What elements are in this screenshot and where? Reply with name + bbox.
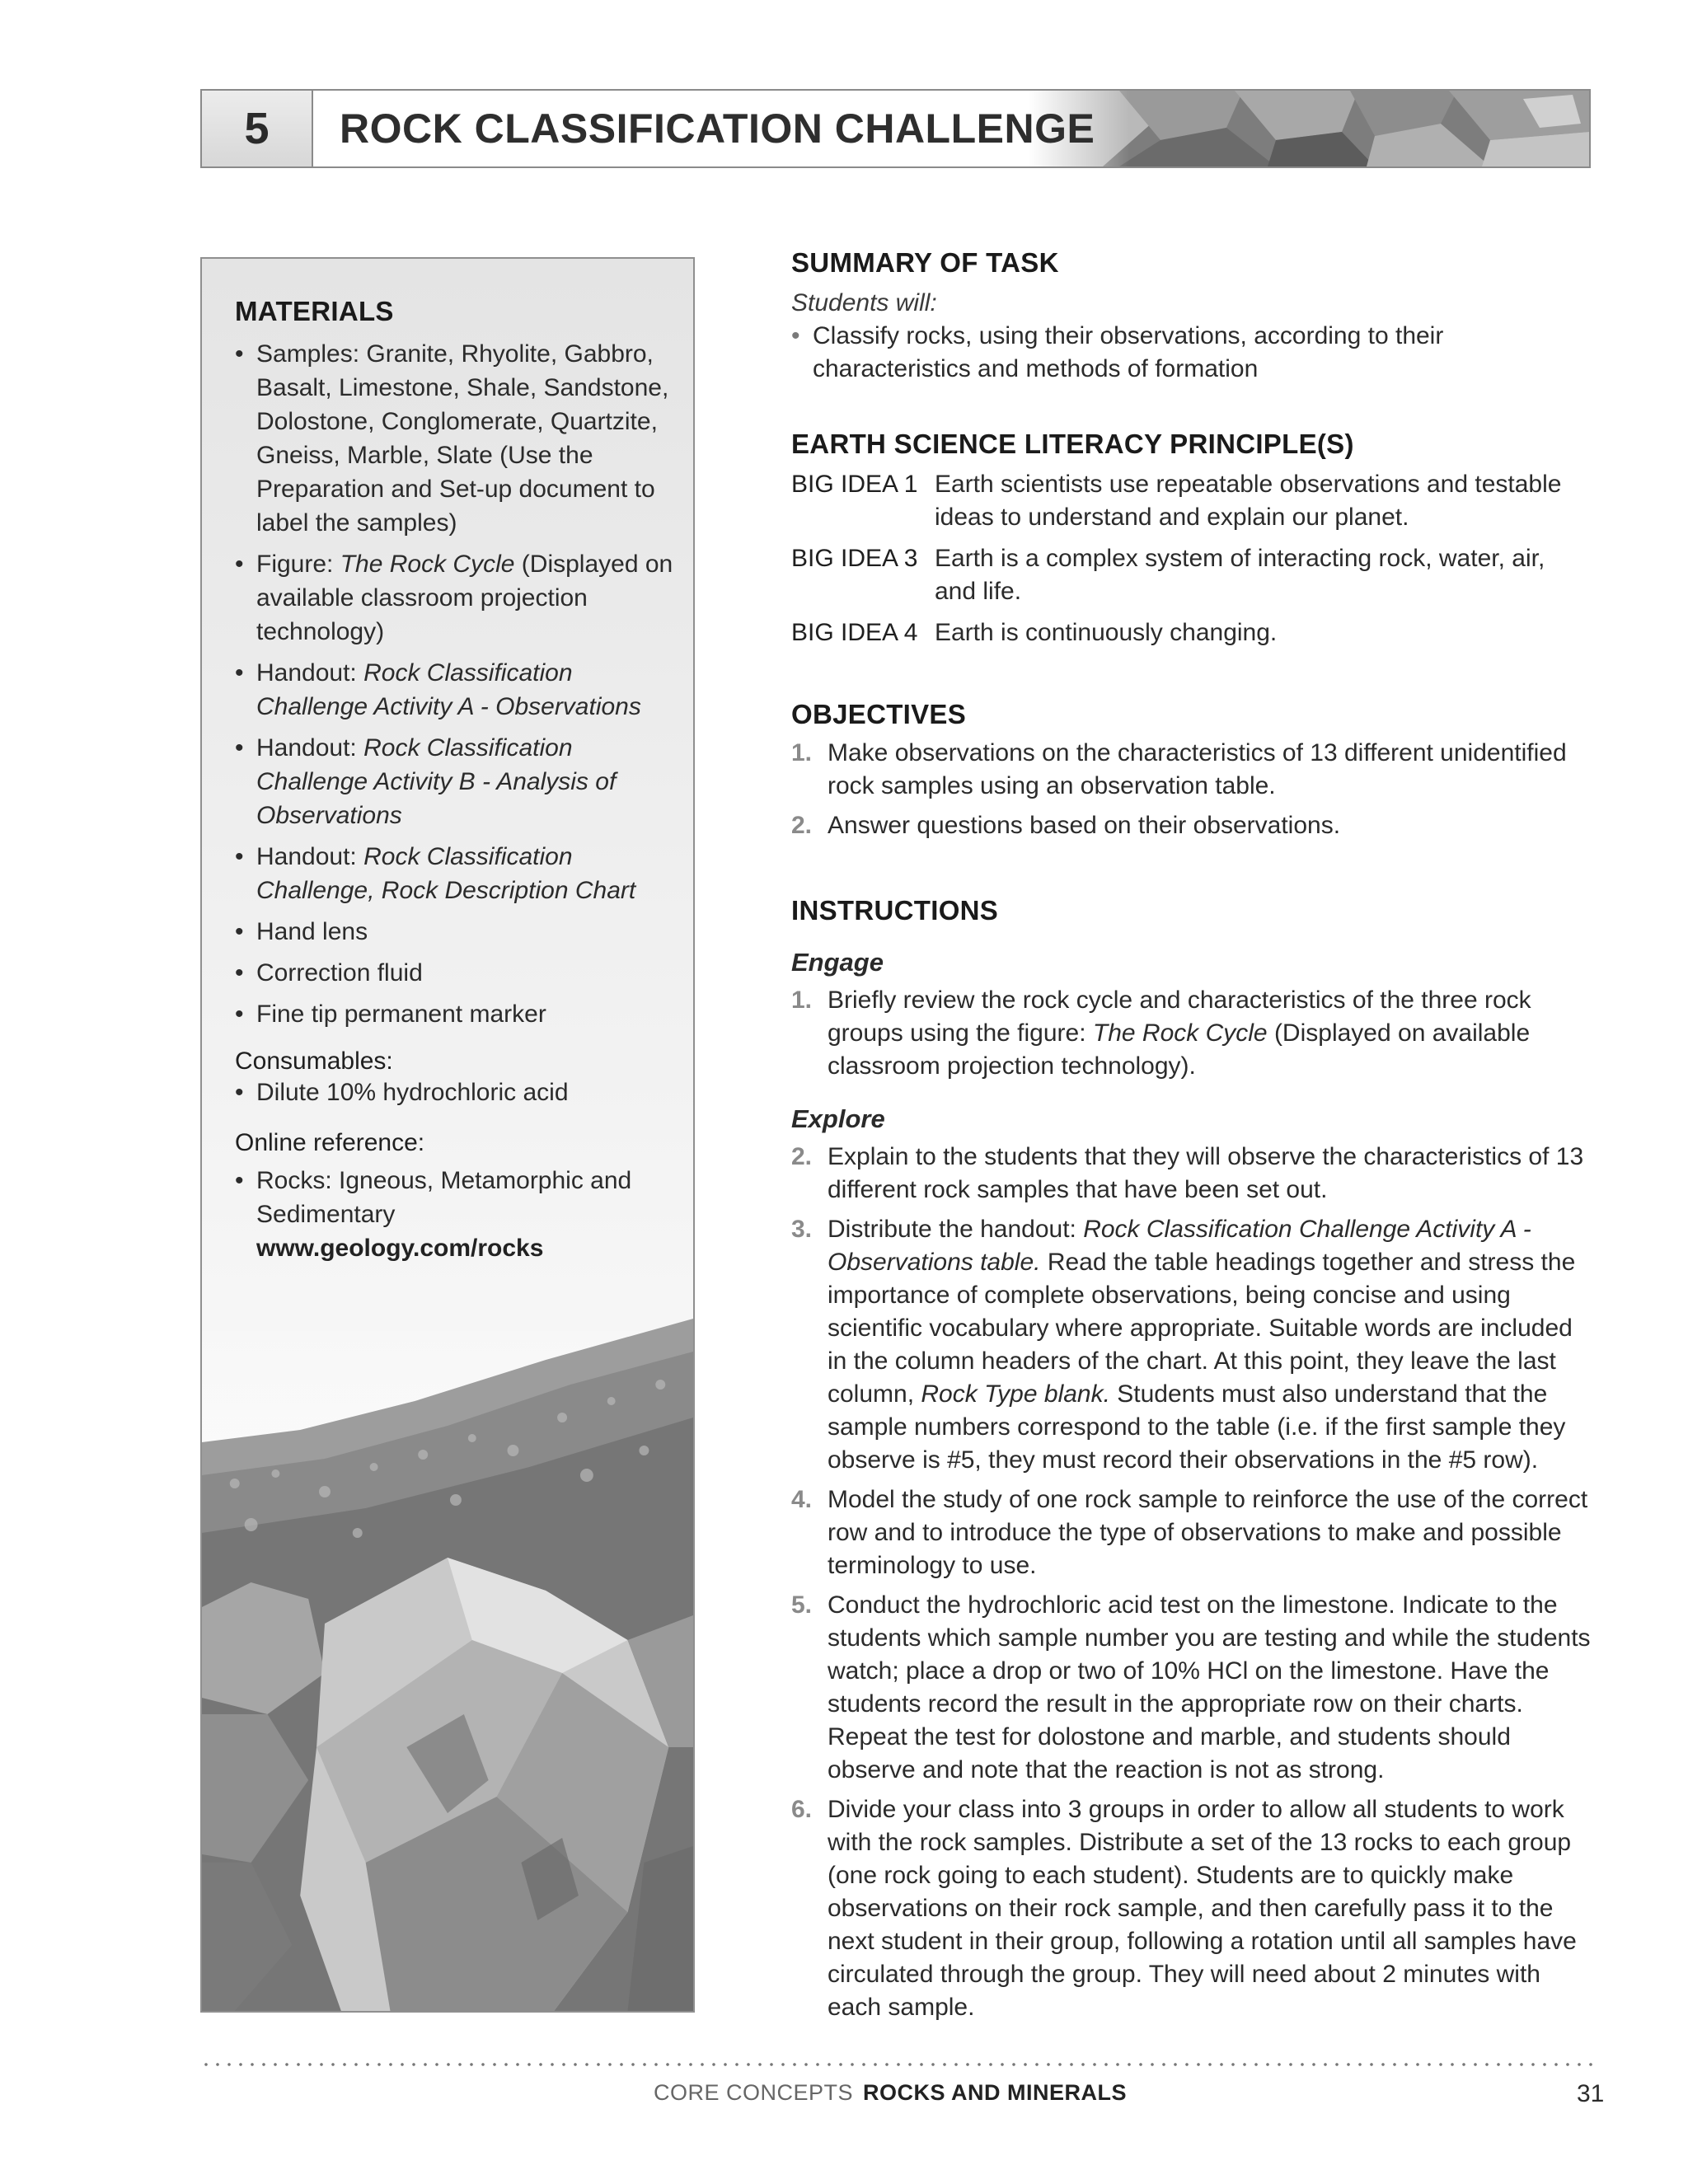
footer-divider: [200, 2063, 1593, 2066]
list-item: • Hand lens: [235, 915, 684, 949]
instruction-item: 6. Divide your class into 3 groups in order to allow all students to work with the rock samples. Distribute a set of the 13 rocks to each group (one rock going to each student). Students are to quickly make observations on their rock sample, and then carefully pass it to the next student in their group, following a rotation until all samples have circulated through the group. They will need about 2 minutes with each sample.: [791, 1796, 1577, 2021]
consumable-item: • Dilute 10% hydrochloric acid: [235, 1076, 684, 1109]
header-rock-image: [1029, 91, 1589, 166]
page-footer: [0, 2080, 1688, 2113]
list-item: • Handout: Rock Classification Challenge Activity B - Analysis of Observations: [235, 731, 684, 832]
principles-heading: EARTH SCIENCE LITERACY PRINCIPLE(S): [791, 429, 1354, 459]
instruction-item: 5. Conduct the hydrochloric acid test on the limestone. Indicate to the students which sample number you are testing and while the students watch; place a drop or two of 10% HCl on the limestone. Have the students record the result in the appropriate row on their charts. Repeat the test for dolostone and marble, and students should observe and note that the reaction is not as strong.: [791, 1591, 1591, 1783]
list-item: • Handout: Rock Classification Challenge, Rock Description Chart: [235, 840, 684, 907]
page-number: 31: [1577, 2080, 1605, 2107]
materials-content: [235, 296, 684, 1265]
materials-sidebar: [200, 257, 695, 2013]
objectives-heading: OBJECTIVES: [791, 699, 967, 729]
instructions-heading: INSTRUCTIONS: [791, 895, 999, 926]
instruction-item: 2. Explain to the students that they will observe the characteristics of 13 different rock samples that have been set out.: [791, 1143, 1584, 1203]
online-reference-item: • Rocks: Igneous, Metamorphic and Sedimentary www.geology.com/rocks: [235, 1164, 684, 1265]
objective-item: 1. Make observations on the characteristics of 13 different unidentified rock samples using an observation table.: [791, 739, 1567, 799]
materials-heading: MATERIALS: [235, 296, 394, 326]
instruction-item: 3. Distribute the handout: Rock Classification Challenge Activity A - Observations table. Read the table headings together and stress the importance of complete observations, being concise and using scientific vocabulary where appropriate. Suitable words are included in the column headers of the chart. At this point, they leave the last column, Rock Type blank. Students must also understand that the sample numbers correspond to the table (i.e. if the first sample they observe is #5, they must record their observations in the #5 row).: [791, 1216, 1576, 1474]
main-content: [791, 247, 1591, 2024]
materials-list: [235, 337, 684, 1031]
chapter-title-bar: [313, 91, 1589, 166]
instructions-section: [791, 895, 1591, 2024]
chapter-header: [200, 89, 1591, 168]
instruction-item: 1. Briefly review the rock cycle and characteristics of the three rock groups using the figure: The Rock Cycle (Displayed on available classroom projection technology).: [791, 987, 1531, 1080]
list-item: • Figure: The Rock Cycle (Displayed on available classroom projection technology): [235, 547, 684, 649]
rock-pile-photo: [202, 1286, 693, 2011]
big-idea-row: BIG IDEA 1 Earth scientists use repeatable observations and testable ideas to understand and explain our planet.: [791, 471, 1562, 531]
instruction-item: 4. Model the study of one rock sample to reinforce the use of the correct row and to introduce the type of observations to make and possible terminology to use.: [791, 1486, 1588, 1579]
list-item: • Samples: Granite, Rhyolite, Gabbro, Basalt, Limestone, Shale, Sandstone, Dolostone, Conglomerate, Quartzite, Gneiss, Marble, Slate (Use the Preparation and Set-up document to label the samples): [235, 337, 684, 540]
summary-intro: Students will:: [791, 289, 937, 316]
chapter-title: ROCK CLASSIFICATION CHALLENGE: [340, 105, 1095, 152]
list-item: • Handout: Rock Classification Challenge Activity A - Observations: [235, 656, 684, 724]
big-idea-row: BIG IDEA 3 Earth is a complex system of interacting rock, water, air, and life.: [791, 545, 1545, 605]
geology-link[interactable]: www.geology.com/rocks: [256, 1235, 544, 1262]
consumables-heading: Consumables:: [235, 1047, 393, 1075]
principles-section: [791, 429, 1591, 649]
summary-bullet: • Classify rocks, using their observations, according to their characteristics and methods of formation: [791, 320, 1591, 386]
summary-section: [791, 247, 1591, 386]
summary-heading: SUMMARY OF TASK: [791, 247, 1059, 278]
list-item: • Fine tip permanent marker: [235, 997, 684, 1031]
explore-heading: Explore: [791, 1104, 885, 1133]
objectives-section: [791, 699, 1591, 842]
big-idea-row: BIG IDEA 4 Earth is continuously changing.: [791, 619, 1278, 646]
online-reference-heading: Online reference:: [235, 1129, 425, 1156]
engage-heading: Engage: [791, 948, 884, 977]
objective-item: 2. Answer questions based on their observations.: [791, 812, 1341, 839]
list-item: • Correction fluid: [235, 956, 684, 990]
footer-running-title: CORE CONCEPTS ROCKS AND MINERALS: [654, 2080, 1128, 2105]
chapter-number: 5: [202, 91, 313, 166]
